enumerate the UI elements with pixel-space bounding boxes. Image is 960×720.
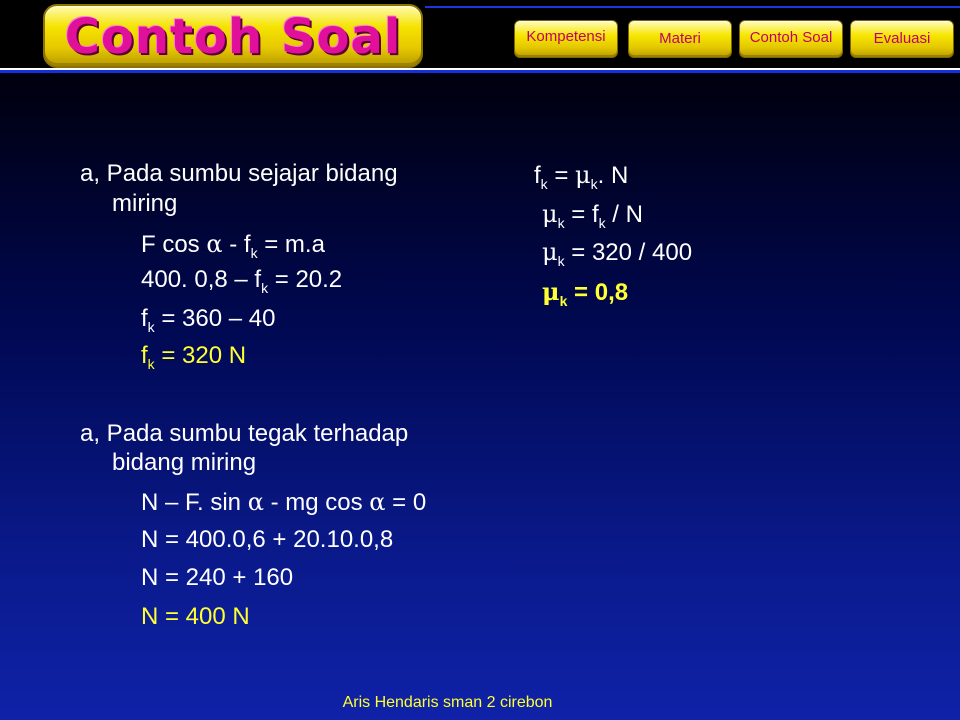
- equation-normal-sum: N = 240 + 160: [141, 564, 294, 591]
- equation-mu-formula: $\mu_k = f_k / N$: [542, 200, 643, 231]
- nav-label: Contoh Soal: [749, 29, 833, 46]
- title-banner: [43, 4, 423, 68]
- equation-force-balance: F $\cos \alpha - f_k = m.a$: [141, 230, 325, 261]
- equation-substitution: 400. $0,8 - f_k = 20.2$: [141, 266, 343, 296]
- equation-normal-substitution: N = 400.0,6 + 20.10.0,8: [141, 526, 394, 553]
- nav-button-kompetensi[interactable]: [514, 20, 618, 58]
- nav-label: Evaluasi: [873, 30, 931, 47]
- section-2-heading-cont: bidang miring: [112, 449, 257, 476]
- nav-label: Kompetensi: [526, 28, 606, 45]
- nav-button-evaluasi[interactable]: [850, 20, 954, 58]
- header-divider-blue: [0, 70, 960, 73]
- result-friction: $f_k = 320$ N: [141, 342, 247, 372]
- equation-mu-substitution: $\mu_k = 320 / 400$: [542, 238, 693, 269]
- section-1-heading-cont: miring: [112, 190, 178, 217]
- result-normal-force: N = 400 N: [141, 603, 250, 630]
- equation-friction-formula: $f_k = \mu_k$. N: [534, 161, 629, 192]
- nav-label: Materi: [659, 30, 701, 47]
- footer-credit: Aris Hendaris sman 2 cirebon: [342, 694, 553, 711]
- page-title: Contoh Soal: [64, 9, 402, 65]
- header-top-line: [425, 6, 960, 8]
- nav-button-materi[interactable]: [628, 20, 732, 58]
- section-1-heading: a, Pada sumbu sejajar bidang: [80, 160, 398, 187]
- equation-friction-calc: $f_k = 360 - 40$: [141, 305, 276, 335]
- section-2-heading: a, Pada sumbu tegak terhadap: [80, 420, 409, 447]
- equation-normal-balance: N – F. sin α - mg cos α = 0: [141, 488, 427, 516]
- nav-button-contoh-soal[interactable]: [739, 20, 843, 58]
- result-mu: $\mu_k = 0,8$: [542, 277, 629, 309]
